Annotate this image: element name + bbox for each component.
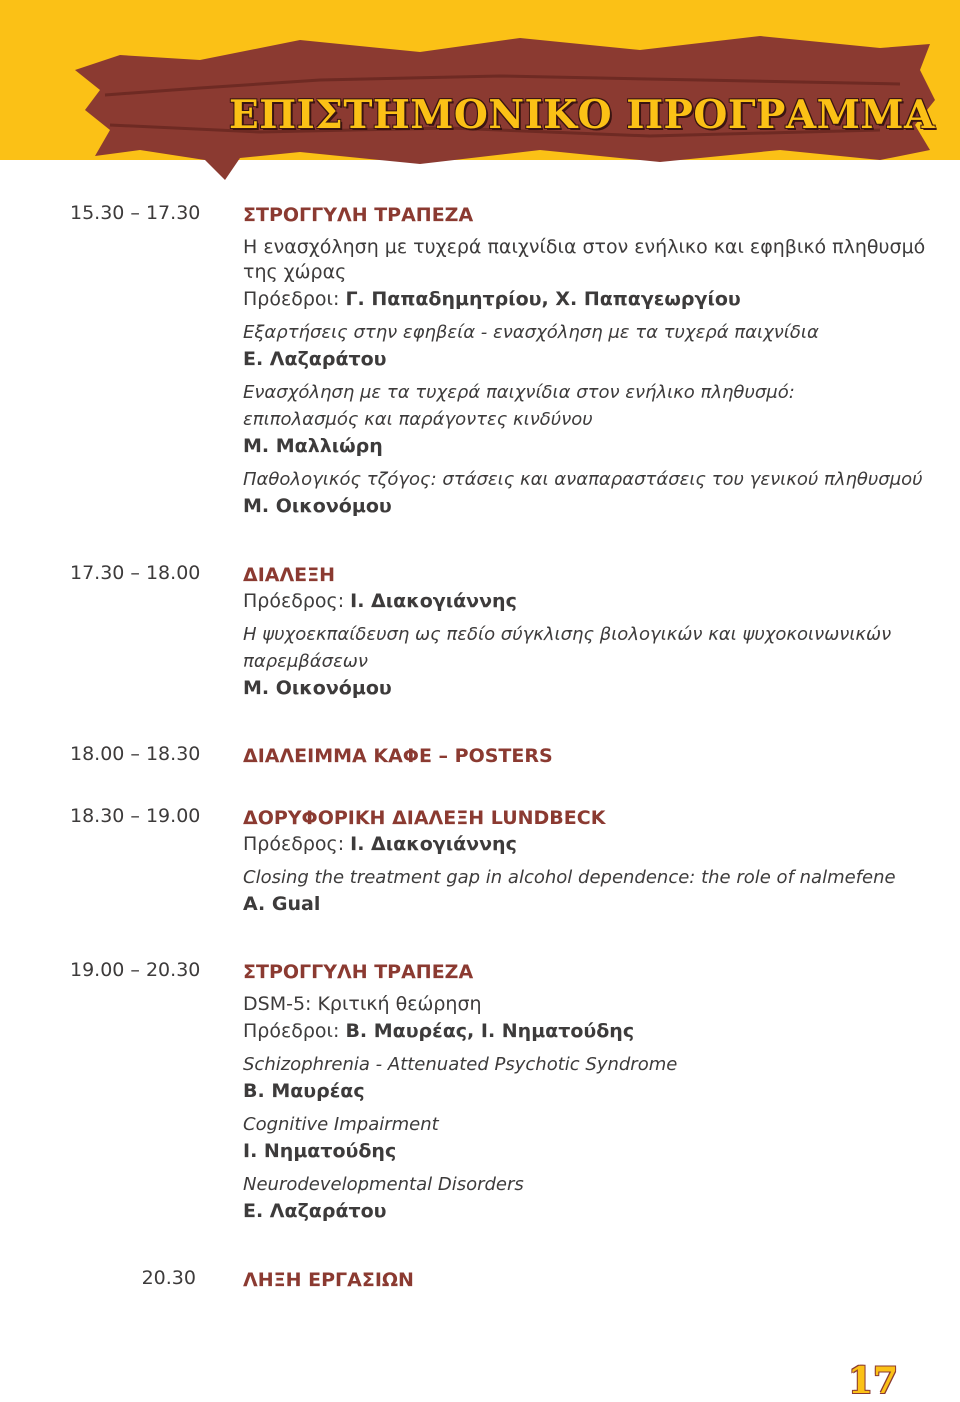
chairs-names: Ι. Διακογιάννης bbox=[350, 833, 517, 855]
talk-speaker: Μ. Οικονόμου bbox=[243, 677, 392, 699]
chairs-label: Πρόεδρος: bbox=[243, 590, 345, 612]
talk-speaker: Ι. Νηματούδης bbox=[243, 1140, 397, 1162]
page-number: 17 bbox=[848, 1360, 899, 1402]
talk-title: Cognitive Impairment bbox=[243, 1114, 439, 1135]
talk-speaker: A. Gual bbox=[243, 893, 321, 915]
session-subtitle: DSM-5: Κριτική θεώρηση bbox=[243, 993, 482, 1015]
chairs-line bbox=[243, 588, 933, 615]
chairs-line bbox=[243, 1018, 933, 1045]
chairs-names: Ι. Διακογιάννης bbox=[350, 590, 517, 612]
session-title: ΔΙΑΛΕΙΜΜΑ ΚΑΦΕ – POSTERS bbox=[243, 745, 553, 767]
session-title: ΣΤΡΟΓΓΥΛΗ ΤΡΑΠΕΖΑ bbox=[243, 204, 474, 226]
session-title: ΣΤΡΟΓΓΥΛΗ ΤΡΑΠΕΖΑ bbox=[243, 961, 474, 983]
session-time: 15.30 – 17.30 bbox=[70, 202, 201, 224]
session-title: ΛΗΞΗ ΕΡΓΑΣΙΩΝ bbox=[243, 1269, 414, 1291]
talk-title-cont: παρεμβάσεων bbox=[243, 651, 368, 672]
chairs-names: Γ. Παπαδημητρίου, Χ. Παπαγεωργίου bbox=[345, 288, 741, 310]
chairs-line bbox=[243, 831, 933, 858]
talk-title: Neurodevelopmental Disorders bbox=[243, 1174, 524, 1195]
chairs-names: Β. Μαυρέας, Ι. Νηματούδης bbox=[345, 1020, 635, 1042]
talk-speaker: Ε. Λαζαράτου bbox=[243, 348, 387, 370]
session-time: 19.00 – 20.30 bbox=[70, 959, 201, 981]
session-time: 18.30 – 19.00 bbox=[70, 805, 201, 827]
page-title: ΕΠΙΣΤΗΜΟΝΙΚΟ ΠΡΟΓΡΑΜΜΑ bbox=[229, 92, 935, 138]
session-subtitle-cont: της χώρας bbox=[243, 261, 347, 283]
session-title: ΔΙΑΛΕΞΗ bbox=[243, 564, 336, 586]
talk-title-cont: επιπολασμός και παράγοντες κινδύνου bbox=[243, 409, 593, 430]
talk-title: Παθολογικός τζόγος: στάσεις και αναπαραστάσεις του γενικού πληθυσμού bbox=[243, 469, 923, 490]
chairs-label: Πρόεδροι: bbox=[243, 288, 340, 310]
talk-speaker: Μ. Μαλλιώρη bbox=[243, 435, 383, 457]
talk-title: Εξαρτήσεις στην εφηβεία - ενασχόληση με τα τυχερά παιχνίδια bbox=[243, 322, 819, 343]
talk-speaker: Ε. Λαζαράτου bbox=[243, 1200, 387, 1222]
chairs-label: Πρόεδρος: bbox=[243, 833, 345, 855]
session-title: ΔΟΡΥΦΟΡΙΚΗ ΔΙΑΛΕΞΗ LUNDBECK bbox=[243, 807, 606, 829]
talk-title: Closing the treatment gap in alcohol dependence: the role of nalmefene bbox=[243, 867, 896, 888]
chairs-label: Πρόεδροι: bbox=[243, 1020, 340, 1042]
session-time: 20.30 bbox=[141, 1267, 196, 1289]
talk-title: Ενασχόληση με τα τυχερά παιχνίδια στον ενήλικο πληθυσμό: bbox=[243, 382, 795, 403]
session-time: 17.30 – 18.00 bbox=[70, 562, 201, 584]
session-subtitle: Η ενασχόληση με τυχερά παιχνίδια στον ενήλικο και εφηβικό πληθυσμό bbox=[243, 236, 926, 258]
chairs-line bbox=[243, 286, 933, 313]
talk-title: Schizophrenia - Attenuated Psychotic Syndrome bbox=[243, 1054, 678, 1075]
talk-title: Η ψυχοεκπαίδευση ως πεδίο σύγκλισης βιολογικών και ψυχοκοινωνικών bbox=[243, 624, 892, 645]
talk-speaker: Μ. Οικονόμου bbox=[243, 495, 392, 517]
session-time: 18.00 – 18.30 bbox=[70, 743, 201, 765]
talk-speaker: Β. Μαυρέας bbox=[243, 1080, 365, 1102]
